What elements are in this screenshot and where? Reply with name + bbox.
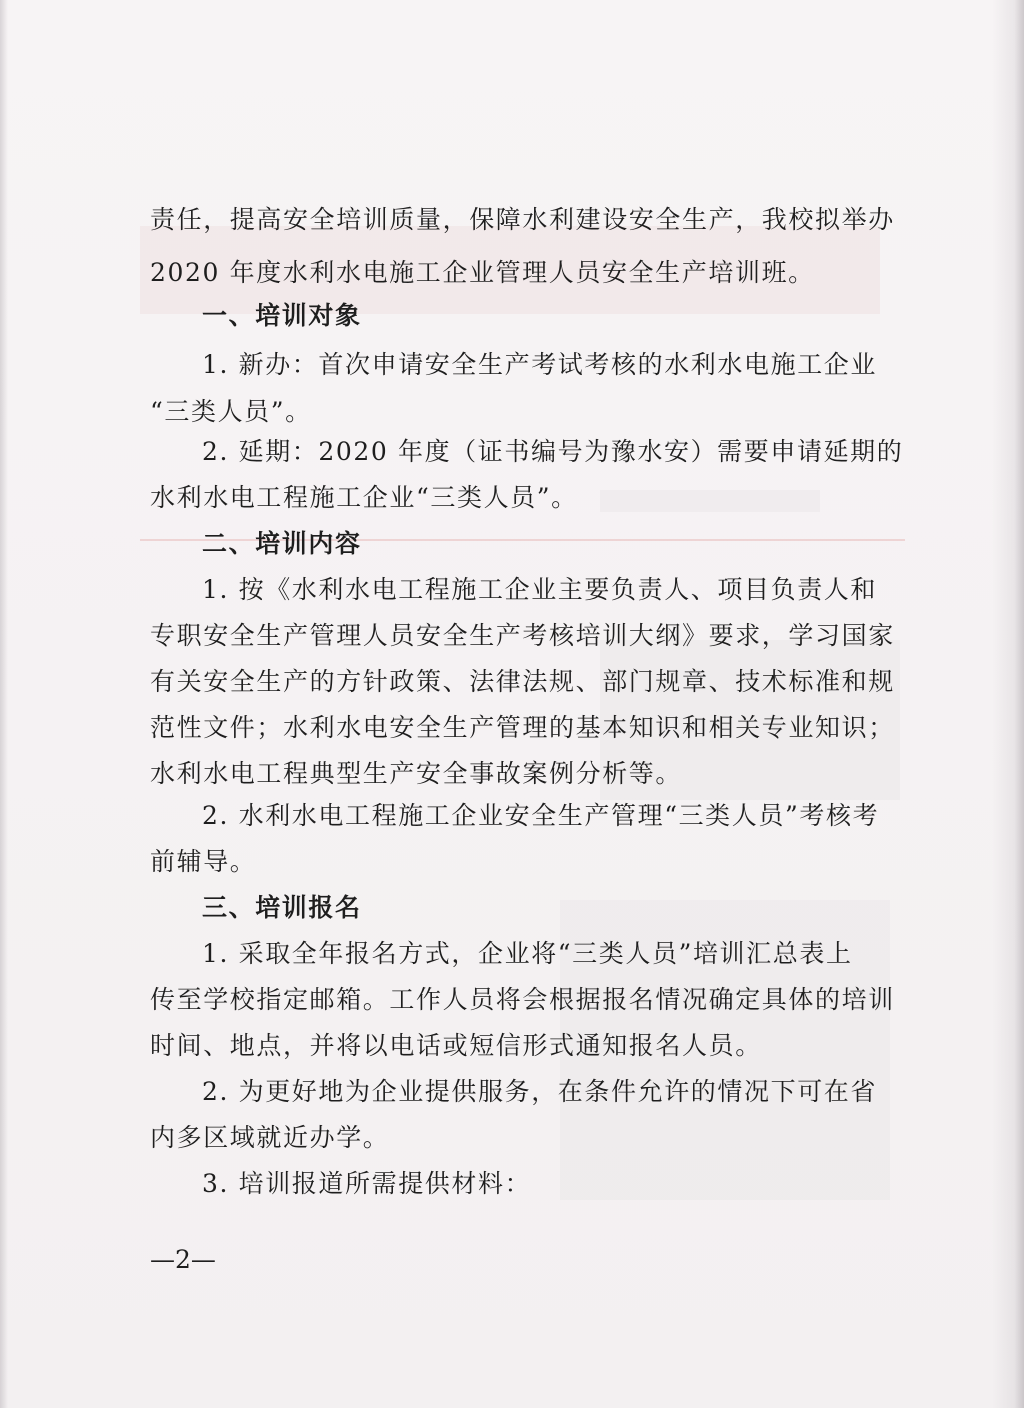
page-shadow-left <box>0 0 8 1408</box>
paragraph-line: 专职安全生产管理人员安全生产考核培训大纲》要求，学习国家 <box>150 621 895 650</box>
paragraph-line: 前辅导。 <box>150 847 257 876</box>
paragraph-line: 1. 按《水利水电工程施工企业主要负责人、项目负责人和 <box>202 575 878 604</box>
paragraph-line: 责任，提高安全培训质量，保障水利建设安全生产，我校拟举办 <box>150 205 895 234</box>
section-heading: 二、培训内容 <box>202 529 362 558</box>
paragraph-line: 1. 采取全年报名方式，企业将“三类人员”培训汇总表上 <box>202 939 853 968</box>
section-heading: 一、培训对象 <box>202 301 362 330</box>
paragraph-line: 2. 为更好地为企业提供服务，在条件允许的情况下可在省 <box>202 1077 878 1106</box>
page-shadow-right <box>992 0 1024 1408</box>
section-heading: 三、培训报名 <box>202 893 362 922</box>
paragraph-line: 2. 延期：2020 年度（证书编号为豫水安）需要申请延期的 <box>202 437 904 466</box>
paragraph-line: “三类人员”。 <box>150 397 312 426</box>
paragraph-line: 范性文件；水利水电安全生产管理的基本知识和相关专业知识； <box>150 713 895 742</box>
page-number: —2— <box>150 1245 216 1274</box>
paragraph-line: 有关安全生产的方针政策、法律法规、部门规章、技术标准和规 <box>150 667 895 696</box>
paragraph-line: 2. 水利水电工程施工企业安全生产管理“三类人员”考核考 <box>202 801 880 830</box>
paragraph-line: 2020 年度水利水电施工企业管理人员安全生产培训班。 <box>150 258 815 287</box>
paragraph-line: 传至学校指定邮箱。工作人员将会根据报名情况确定具体的培训 <box>150 985 895 1014</box>
paragraph-line: 水利水电工程典型生产安全事故案例分析等。 <box>150 759 683 788</box>
paragraph-line: 3. 培训报道所需提供材料： <box>202 1169 532 1198</box>
paragraph-line: 水利水电工程施工企业“三类人员”。 <box>150 483 578 512</box>
paragraph-line: 内多区域就近办学。 <box>150 1123 390 1152</box>
paragraph-line: 时间、地点，并将以电话或短信形式通知报名人员。 <box>150 1031 762 1060</box>
bleed-doc-number <box>600 490 820 512</box>
paragraph-line: 1. 新办：首次申请安全生产考试考核的水利水电施工企业 <box>202 350 878 379</box>
